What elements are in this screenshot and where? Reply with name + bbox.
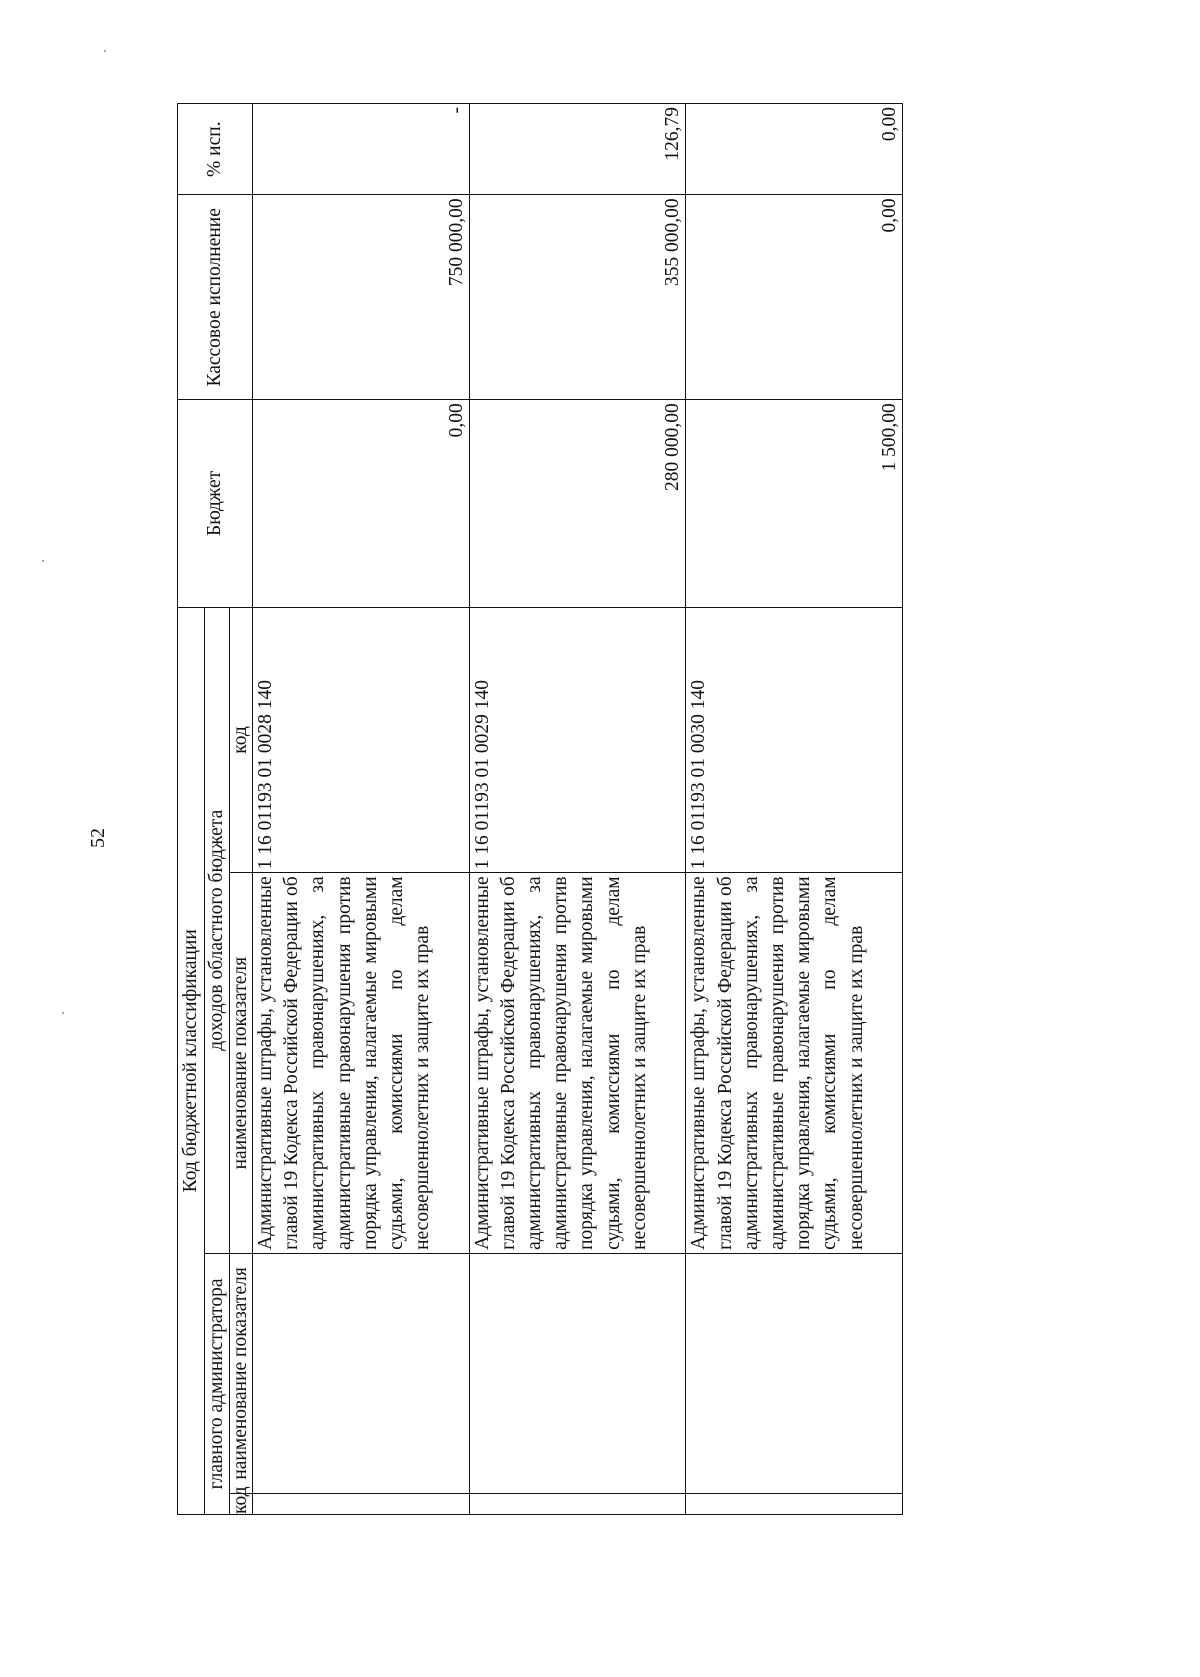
cash-execution-cell: 355 000,00 — [469, 195, 686, 400]
admin-code-cell — [253, 1493, 470, 1514]
budget-cell: 280 000,00 — [469, 400, 686, 607]
header-regional-budget-income: доходов областного бюджета — [205, 607, 230, 1253]
indicator-name-cell: Административные штрафы, установленные главой 19 Кодекса Российской Федерации об административных правонарушениях, за административные правонарушения против порядка управления, налагаемые мировыми судьями, комиссиями по делам несовершеннолетних и защите их прав — [686, 873, 903, 1254]
table-row — [469, 104, 686, 1515]
header-budget: Бюджет — [178, 400, 253, 607]
percent-cell: 0,00 — [686, 104, 903, 195]
admin-name-cell — [253, 1253, 470, 1493]
indicator-name-cell: Административные штрафы, установленные главой 19 Кодекса Российской Федерации об административных правонарушениях, за административные правонарушения против порядка управления, налагаемые мировыми судьями, комиссиями по делам несовершеннолетних и защите их прав — [253, 873, 470, 1254]
admin-name-cell — [469, 1253, 686, 1493]
header-main-administrator: главного администратора — [205, 1253, 230, 1514]
income-code-cell: 1 16 01193 01 0028 140 — [253, 607, 470, 873]
cash-execution-cell: 750 000,00 — [253, 195, 470, 400]
header-budget-classification: Код бюджетной классификации — [178, 607, 205, 1514]
header-percent: % исп. — [178, 104, 253, 195]
budget-cell: 1 500,00 — [686, 400, 903, 607]
header-admin-code: код — [230, 1486, 251, 1514]
percent-cell: - — [253, 104, 470, 195]
admin-code-cell — [469, 1493, 686, 1514]
table-row — [253, 104, 470, 1515]
header-row-1 — [178, 104, 205, 1515]
admin-name-cell — [686, 1253, 903, 1493]
scan-speck — [62, 1012, 64, 1014]
scan-speck — [104, 50, 106, 52]
income-code-cell: 1 16 01193 01 0030 140 — [686, 607, 903, 873]
header-admin-name: наименование показателя — [230, 1253, 253, 1493]
admin-code-cell — [686, 1493, 903, 1514]
budget-table — [177, 103, 903, 1515]
header-cash-execution: Кассовое исполнение — [178, 195, 253, 400]
scan-speck — [42, 560, 44, 562]
page-number: 52 — [87, 828, 109, 848]
indicator-name-cell: Административные штрафы, установленные главой 19 Кодекса Российской Федерации об административных правонарушениях, за административные правонарушения против порядка управления, налагаемые мировыми судьями, комиссиями по делам несовершеннолетних и защите их прав — [469, 873, 686, 1254]
income-code-cell: 1 16 01193 01 0029 140 — [469, 607, 686, 873]
header-income-name: наименование показателя — [230, 873, 253, 1254]
header-income-code: код — [230, 607, 253, 873]
percent-cell: 126,79 — [469, 104, 686, 195]
table-row — [686, 104, 903, 1515]
budget-table-rotated — [177, 103, 903, 1515]
cash-execution-cell: 0,00 — [686, 195, 903, 400]
budget-cell: 0,00 — [253, 400, 470, 607]
